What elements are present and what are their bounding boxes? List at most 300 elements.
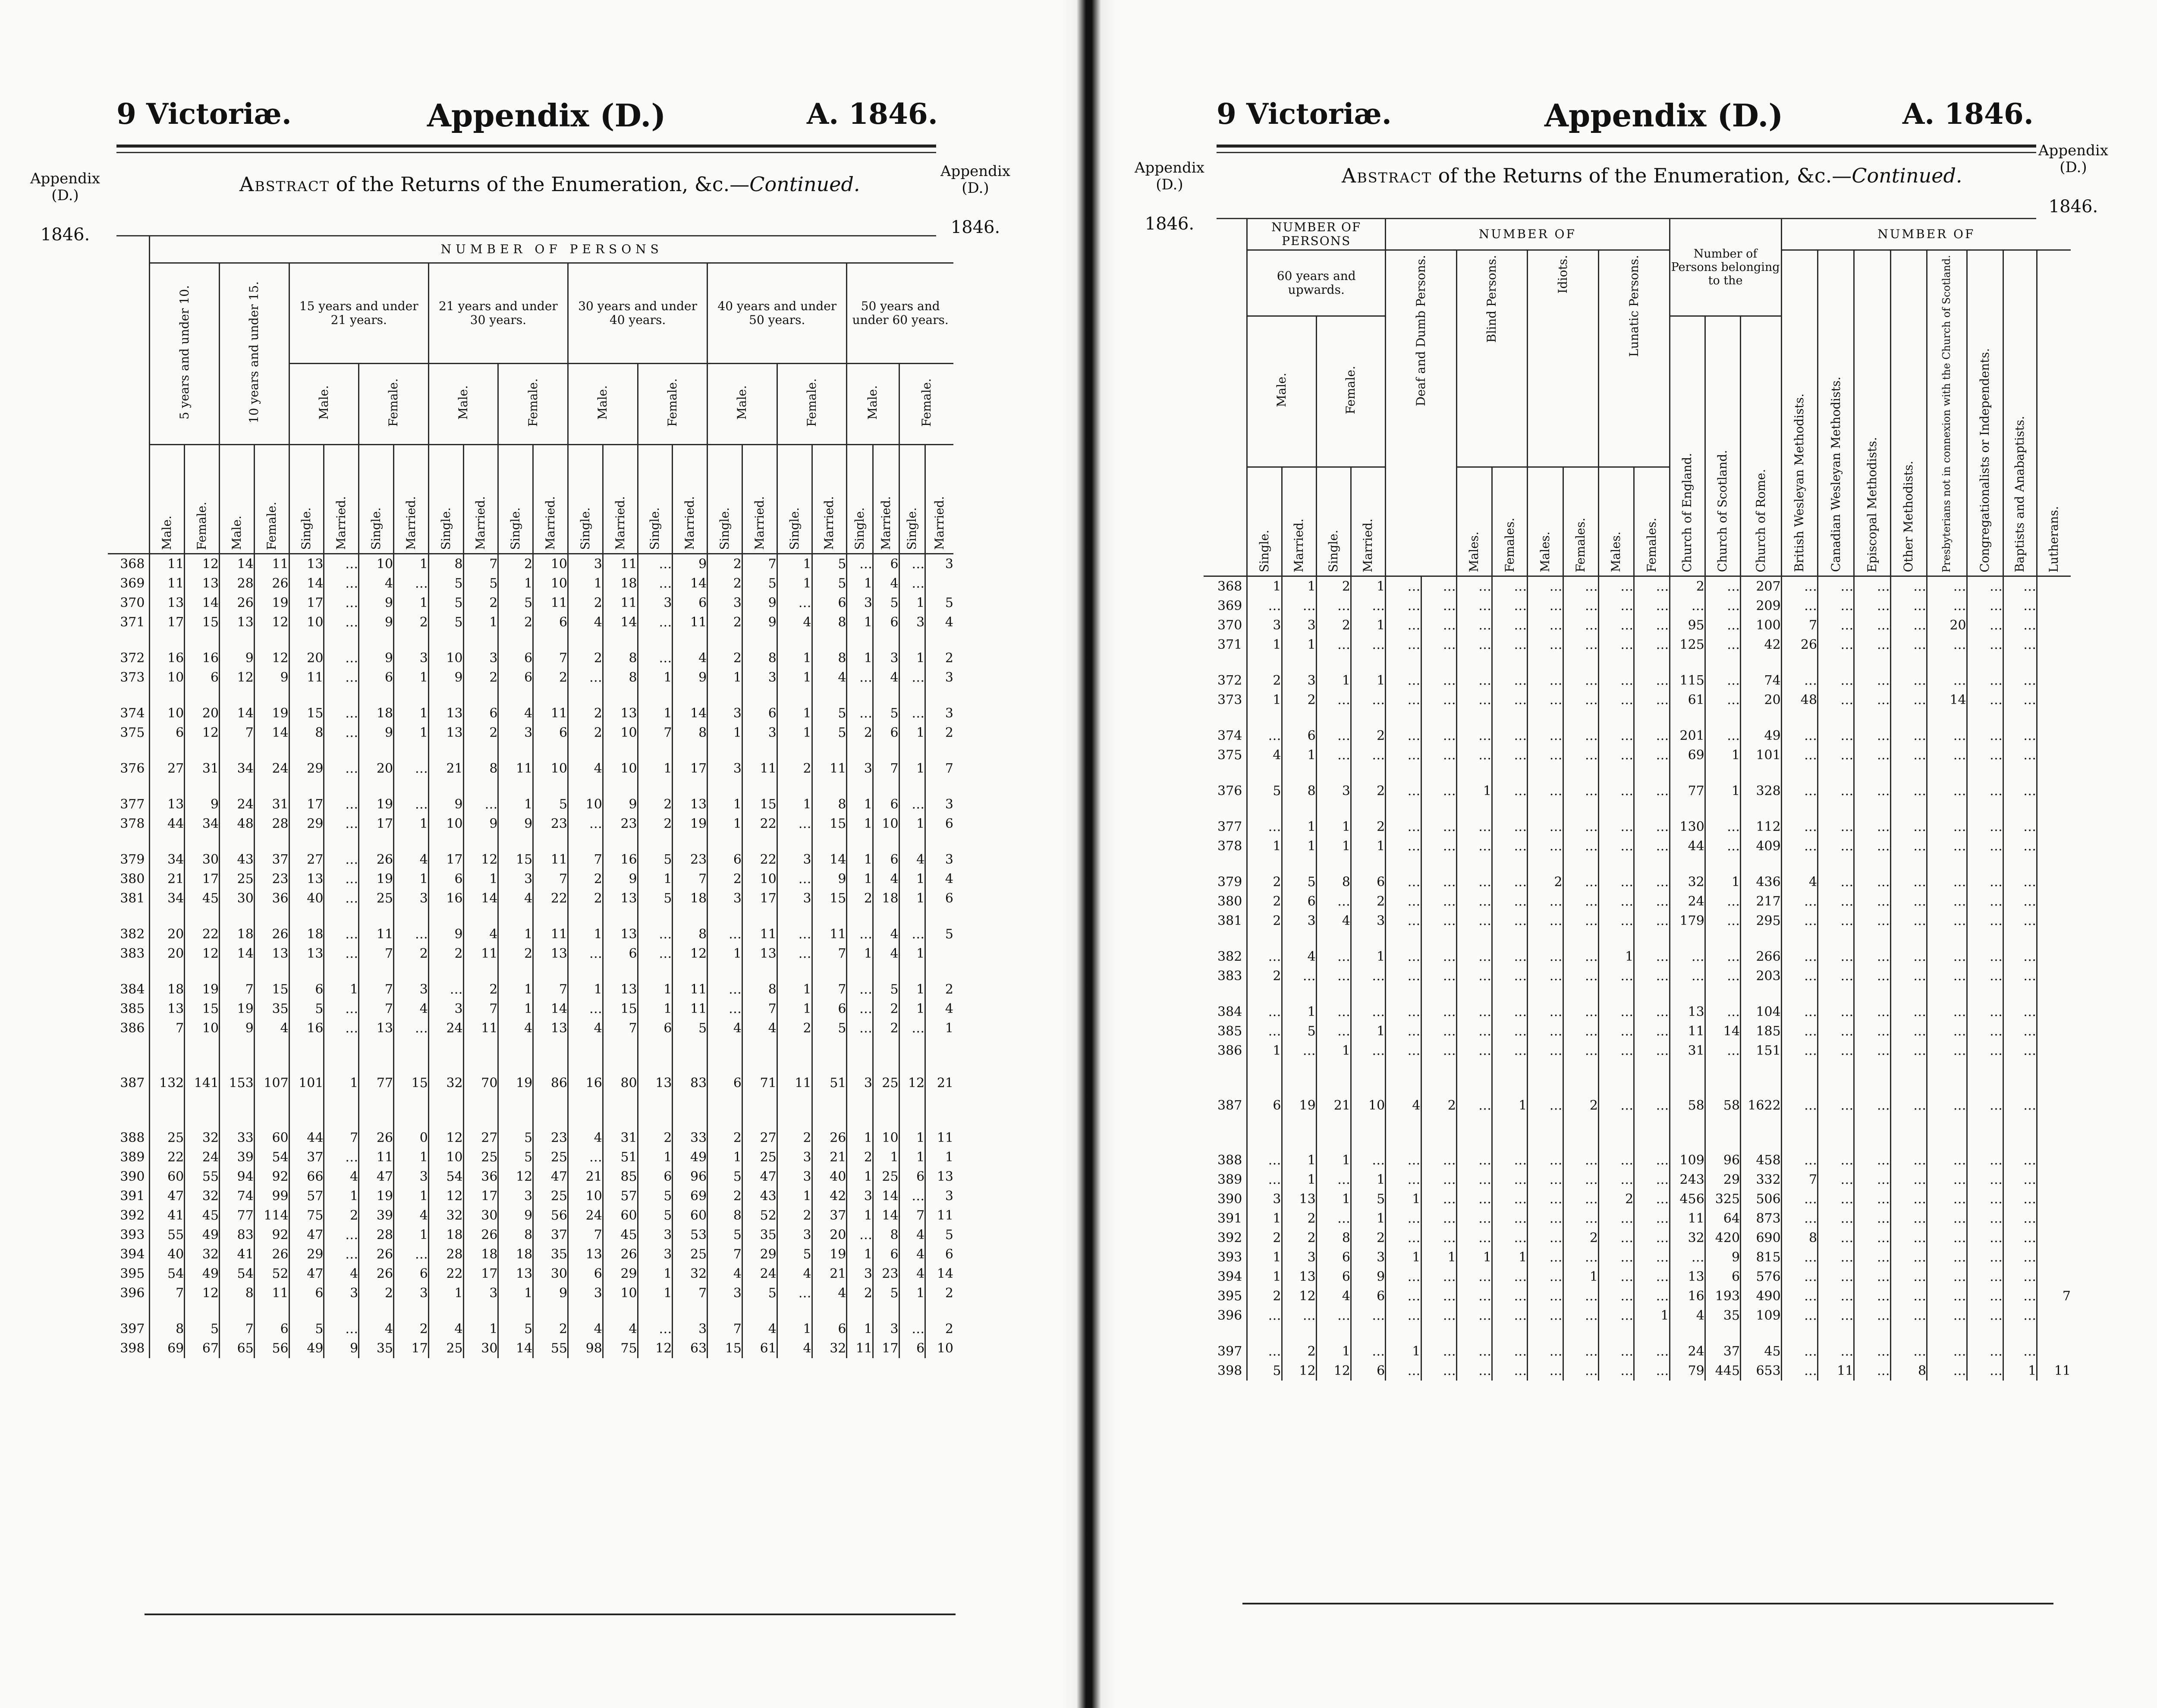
table-row bbox=[1204, 781, 2071, 801]
table-cell: 5 bbox=[185, 1319, 220, 1339]
table-cell bbox=[2037, 1002, 2071, 1022]
table-cell: … bbox=[1854, 1002, 1890, 1022]
table-cell: 436 bbox=[1741, 872, 1782, 892]
table-cell: … bbox=[1927, 911, 1967, 931]
table-cell: … bbox=[2003, 671, 2037, 690]
table-cell: 11 bbox=[673, 980, 707, 999]
table-cell: … bbox=[1634, 1342, 1670, 1361]
table-cell: … bbox=[1927, 1170, 1967, 1189]
table-cell: 7 bbox=[324, 1128, 359, 1148]
table-cell: … bbox=[1492, 872, 1528, 892]
table-cell: 77 bbox=[220, 1206, 255, 1225]
table-cell: … bbox=[1528, 1022, 1563, 1041]
table-cell: 1 bbox=[847, 1167, 873, 1186]
table-cell: 49 bbox=[673, 1148, 707, 1167]
table-cell: … bbox=[2003, 1306, 2037, 1325]
table-cell: … bbox=[2003, 947, 2037, 966]
table-cell: … bbox=[1781, 1151, 1817, 1170]
table-cell: 490 bbox=[1741, 1287, 1782, 1306]
table-cell: 13 bbox=[289, 869, 324, 889]
table-cell: 9 bbox=[603, 795, 638, 814]
table-row bbox=[108, 814, 953, 834]
table-row bbox=[1204, 671, 2071, 690]
row-number: 398 bbox=[1217, 1363, 1242, 1378]
table-cell bbox=[2037, 947, 2071, 966]
table-cell: 7 bbox=[925, 759, 953, 778]
table-cell: … bbox=[1927, 1096, 1967, 1115]
table-cell: 2 bbox=[498, 554, 533, 574]
table-cell: 6 bbox=[1351, 1361, 1385, 1381]
table-cell: … bbox=[1967, 1151, 2003, 1170]
running-head-center: Appendix (D.) bbox=[1544, 97, 1783, 134]
table-cell: 42 bbox=[1741, 635, 1782, 654]
table-cell: 13 bbox=[289, 554, 324, 574]
table-cell: 7 bbox=[150, 1019, 185, 1038]
table-cell: … bbox=[1456, 966, 1492, 986]
table-cell: … bbox=[1854, 1287, 1890, 1306]
table-cell: 35 bbox=[359, 1339, 394, 1358]
table-cell: … bbox=[1634, 872, 1670, 892]
table-cell: … bbox=[463, 795, 498, 814]
table-cell: … bbox=[777, 869, 812, 889]
table-row bbox=[1204, 1002, 2071, 1022]
table-cell: … bbox=[1634, 1228, 1670, 1248]
table-cell: … bbox=[1528, 1002, 1563, 1022]
table-cell: … bbox=[1705, 671, 1740, 690]
table-cell: … bbox=[1890, 596, 1927, 616]
right-page bbox=[1117, 0, 2157, 1708]
single-heading: Single. bbox=[847, 445, 873, 554]
table-cell: 2 bbox=[463, 593, 498, 613]
table-cell: … bbox=[1890, 616, 1927, 635]
table-cell: … bbox=[1705, 1002, 1740, 1022]
table-cell: 1 bbox=[394, 704, 429, 723]
table-cell: … bbox=[1528, 616, 1563, 635]
table-cell: 39 bbox=[220, 1148, 255, 1167]
table-cell: … bbox=[1598, 1342, 1634, 1361]
table-cell: 34 bbox=[150, 889, 185, 908]
table-cell: … bbox=[1456, 745, 1492, 765]
table-cell: 35 bbox=[533, 1245, 568, 1264]
table-cell: 4 bbox=[394, 999, 429, 1019]
table-cell: 54 bbox=[220, 1264, 255, 1283]
table-cell: 1 bbox=[777, 648, 812, 668]
table-cell: … bbox=[324, 869, 359, 889]
table-cell: … bbox=[1854, 671, 1890, 690]
table-cell: … bbox=[1818, 1209, 1854, 1228]
row-spacer bbox=[1204, 1060, 2071, 1096]
table-cell: 1 bbox=[1386, 1342, 1421, 1361]
table-row bbox=[108, 1167, 953, 1186]
table-cell: … bbox=[1247, 1151, 1282, 1170]
table-cell: … bbox=[1967, 1342, 2003, 1361]
table-cell: 13 bbox=[150, 999, 185, 1019]
table-cell: 27 bbox=[150, 759, 185, 778]
table-cell: … bbox=[1890, 671, 1927, 690]
table-cell: 94 bbox=[220, 1167, 255, 1186]
table-cell: 25 bbox=[463, 1148, 498, 1167]
table-cell: 1 bbox=[394, 869, 429, 889]
table-cell: 6 bbox=[533, 613, 568, 632]
table-cell: 1 bbox=[1282, 635, 1316, 654]
table-cell: 1 bbox=[1386, 1248, 1421, 1267]
table-cell: … bbox=[847, 1225, 873, 1245]
table-cell: 47 bbox=[359, 1167, 394, 1186]
table-cell: 45 bbox=[185, 1206, 220, 1225]
male-heading: Male. bbox=[289, 364, 359, 445]
table-cell bbox=[2037, 1189, 2071, 1209]
table-cell: … bbox=[1456, 1342, 1492, 1361]
table-cell: … bbox=[847, 999, 873, 1019]
table-cell: 7 bbox=[359, 944, 394, 963]
table-row bbox=[1204, 947, 2071, 966]
table-cell: … bbox=[1927, 966, 1967, 986]
table-cell bbox=[925, 574, 953, 593]
table-cell: 1 bbox=[463, 869, 498, 889]
table-cell: … bbox=[2003, 1189, 2037, 1209]
table-cell: … bbox=[1705, 947, 1740, 966]
abstract-title bbox=[1342, 164, 1962, 187]
table-cell: … bbox=[1528, 1189, 1563, 1209]
table-cell: 27 bbox=[742, 1128, 777, 1148]
table-cell: 141 bbox=[185, 1073, 220, 1093]
table-cell: … bbox=[1818, 1096, 1854, 1115]
table-cell: 15 bbox=[812, 814, 847, 834]
table-cell: 8 bbox=[812, 648, 847, 668]
table-cell: 1 bbox=[777, 668, 812, 687]
table-cell: … bbox=[1890, 947, 1927, 966]
table-cell: 6 bbox=[1351, 872, 1385, 892]
table-row bbox=[108, 759, 953, 778]
table-cell: 11 bbox=[498, 759, 533, 778]
table-cell: 5 bbox=[812, 554, 847, 574]
table-row bbox=[1204, 1342, 2071, 1361]
table-cell: … bbox=[1967, 745, 2003, 765]
table-cell: … bbox=[1528, 576, 1563, 596]
table-cell: 7 bbox=[533, 980, 568, 999]
row-number: 385 bbox=[120, 1001, 145, 1016]
table-cell: 15 bbox=[254, 980, 289, 999]
table-cell: 3 bbox=[899, 613, 925, 632]
table-cell: … bbox=[1386, 576, 1421, 596]
table-row bbox=[1204, 892, 2071, 911]
married-heading: Married. bbox=[394, 445, 429, 554]
married-heading: Married. bbox=[324, 445, 359, 554]
table-cell: 3 bbox=[638, 1245, 673, 1264]
table-cell: … bbox=[1967, 635, 2003, 654]
side-note-label: Appendix (D.) bbox=[30, 170, 100, 204]
table-cell bbox=[2037, 966, 2071, 986]
table-cell: … bbox=[1781, 1287, 1817, 1306]
table-cell: … bbox=[1528, 817, 1563, 837]
single-heading: Single. bbox=[1247, 467, 1282, 576]
table-cell: … bbox=[568, 999, 603, 1019]
table-row bbox=[1204, 745, 2071, 765]
table-cell: 18 bbox=[150, 980, 185, 999]
row-number: 368 bbox=[120, 557, 145, 572]
row-spacer bbox=[108, 742, 953, 759]
table-cell: 9 bbox=[324, 1339, 359, 1358]
table-cell: 10 bbox=[568, 1186, 603, 1206]
header-rule bbox=[116, 145, 936, 148]
table-cell: 1 bbox=[1316, 817, 1351, 837]
table-cell: 5 bbox=[638, 889, 673, 908]
table-cell: … bbox=[1492, 635, 1528, 654]
table-cell: … bbox=[1528, 1209, 1563, 1228]
table-cell: 13 bbox=[533, 944, 568, 963]
table-cell: 506 bbox=[1741, 1189, 1782, 1209]
table-cell: … bbox=[2003, 576, 2037, 596]
table-cell: 13 bbox=[603, 925, 638, 944]
table-cell: … bbox=[1351, 1306, 1385, 1325]
table-cell: … bbox=[1316, 596, 1351, 616]
table-cell: 9 bbox=[742, 593, 777, 613]
table-cell: 4 bbox=[812, 668, 847, 687]
table-cell: 1 bbox=[1705, 781, 1740, 801]
single-heading: Single. bbox=[638, 445, 673, 554]
table-cell bbox=[2037, 1170, 2071, 1189]
table-cell: 32 bbox=[673, 1264, 707, 1283]
table-cell: 1 bbox=[873, 1148, 899, 1167]
table-cell: 1 bbox=[1351, 671, 1385, 690]
table-cell: … bbox=[1421, 1041, 1456, 1060]
table-cell: 6 bbox=[254, 1319, 289, 1339]
table-cell: 2 bbox=[1421, 1096, 1456, 1115]
table-cell: … bbox=[1854, 1151, 1890, 1170]
table-cell: … bbox=[324, 574, 359, 593]
table-cell: 6 bbox=[289, 1283, 324, 1303]
table-cell: 1 bbox=[777, 574, 812, 593]
table-cell: … bbox=[1598, 616, 1634, 635]
table-cell: … bbox=[1563, 872, 1598, 892]
table-cell: … bbox=[2003, 1228, 2037, 1248]
table-cell: … bbox=[1634, 966, 1670, 986]
table-cell: 79 bbox=[1670, 1361, 1705, 1381]
table-cell: … bbox=[1563, 671, 1598, 690]
table-cell: 243 bbox=[1670, 1170, 1705, 1189]
table-cell: 60 bbox=[673, 1206, 707, 1225]
denom-british-wesleyan: British Wesleyan Methodists. bbox=[1781, 250, 1817, 576]
table-cell bbox=[2037, 1151, 2071, 1170]
table-cell: … bbox=[1282, 1306, 1316, 1325]
table-cell: 8 bbox=[428, 554, 463, 574]
row-number: 396 bbox=[1217, 1308, 1242, 1323]
table-cell: 2 bbox=[638, 795, 673, 814]
table-cell: … bbox=[1890, 1228, 1927, 1248]
table-cell: 1 bbox=[1247, 576, 1282, 596]
table-cell: 4 bbox=[254, 1019, 289, 1038]
table-cell: 6 bbox=[638, 1167, 673, 1186]
table-cell: 4 bbox=[359, 1319, 394, 1339]
table-cell: … bbox=[1282, 1041, 1316, 1060]
table-cell: … bbox=[1634, 1189, 1670, 1209]
table-cell: 1 bbox=[777, 795, 812, 814]
table-cell: … bbox=[1967, 837, 2003, 856]
abstract-title bbox=[239, 173, 860, 196]
table-cell: … bbox=[1351, 966, 1385, 986]
table-cell: 12 bbox=[428, 1186, 463, 1206]
table-cell: 98 bbox=[568, 1339, 603, 1358]
table-cell: 5 bbox=[1282, 1022, 1316, 1041]
table-cell: 2 bbox=[873, 999, 899, 1019]
table-cell: … bbox=[568, 668, 603, 687]
row-spacer bbox=[1204, 801, 2071, 817]
table-row bbox=[1204, 1041, 2071, 1060]
table-cell: 32 bbox=[1670, 872, 1705, 892]
table-cell bbox=[2037, 596, 2071, 616]
table-cell: 2 bbox=[777, 1019, 812, 1038]
table-cell: 9 bbox=[185, 795, 220, 814]
table-cell: … bbox=[1563, 947, 1598, 966]
married-heading: Married. bbox=[812, 445, 847, 554]
table-cell: 7 bbox=[742, 999, 777, 1019]
table-cell: 15 bbox=[185, 999, 220, 1019]
table-cell: 5 bbox=[777, 1245, 812, 1264]
table-cell: 7 bbox=[533, 869, 568, 889]
table-cell: 409 bbox=[1741, 837, 1782, 856]
table-cell: … bbox=[1316, 726, 1351, 745]
table-cell: 193 bbox=[1705, 1287, 1740, 1306]
table-cell: … bbox=[394, 925, 429, 944]
table-cell: … bbox=[1967, 596, 2003, 616]
table-cell: 3 bbox=[707, 593, 742, 613]
table-cell: 3 bbox=[394, 1167, 429, 1186]
row-number: 373 bbox=[1217, 692, 1242, 708]
table-cell: 23 bbox=[673, 850, 707, 869]
table-cell: 132 bbox=[150, 1073, 185, 1093]
table-cell: 7 bbox=[873, 759, 899, 778]
table-cell: … bbox=[1598, 1002, 1634, 1022]
table-cell: 109 bbox=[1741, 1306, 1782, 1325]
table-cell: 7 bbox=[220, 723, 255, 742]
table-cell: 2 bbox=[1316, 576, 1351, 596]
table-cell: … bbox=[324, 613, 359, 632]
table-cell: 2 bbox=[498, 613, 533, 632]
side-note-label: Appendix (D.) bbox=[940, 163, 1010, 197]
table-row bbox=[1204, 1189, 2071, 1209]
table-cell: 2 bbox=[1282, 1342, 1316, 1361]
table-cell: … bbox=[1705, 576, 1740, 596]
table-cell: … bbox=[1316, 1170, 1351, 1189]
table-cell: … bbox=[1854, 872, 1890, 892]
table-cell: 63 bbox=[673, 1339, 707, 1358]
table-cell: … bbox=[2003, 911, 2037, 931]
row-number: 387 bbox=[120, 1076, 145, 1091]
table-cell: … bbox=[899, 704, 925, 723]
table-cell: 18 bbox=[428, 1225, 463, 1245]
table-cell: … bbox=[1598, 1306, 1634, 1325]
table-cell: … bbox=[1781, 947, 1817, 966]
table-cell: 1 bbox=[1492, 1248, 1528, 1267]
table-cell: 8 bbox=[707, 1206, 742, 1225]
table-cell: 99 bbox=[254, 1186, 289, 1206]
row-number: 377 bbox=[120, 797, 145, 812]
table-cell: … bbox=[1316, 690, 1351, 710]
table-cell: … bbox=[899, 574, 925, 593]
table-cell: 7 bbox=[707, 1245, 742, 1264]
table-cell: 1 bbox=[394, 668, 429, 687]
table-cell: … bbox=[324, 668, 359, 687]
table-cell: 6 bbox=[498, 668, 533, 687]
table-cell: … bbox=[1598, 911, 1634, 931]
table-cell: 17 bbox=[289, 795, 324, 814]
table-row bbox=[108, 1019, 953, 1038]
table-cell: 4 bbox=[359, 574, 394, 593]
table-cell: 2 bbox=[1598, 1189, 1634, 1209]
table-cell: 29 bbox=[289, 1245, 324, 1264]
table-cell: … bbox=[2003, 1151, 2037, 1170]
table-cell: 3 bbox=[1247, 616, 1282, 635]
table-cell: 6 bbox=[1316, 1267, 1351, 1287]
table-cell: 65 bbox=[220, 1339, 255, 1358]
table-cell: … bbox=[1781, 1022, 1817, 1041]
table-cell: … bbox=[1967, 1041, 2003, 1060]
table-cell: 7 bbox=[463, 999, 498, 1019]
table-cell: … bbox=[1528, 726, 1563, 745]
table-cell: 6 bbox=[873, 723, 899, 742]
table-row bbox=[1204, 1170, 2071, 1189]
table-cell: 12 bbox=[254, 613, 289, 632]
table-cell: … bbox=[1854, 966, 1890, 986]
table-cell: … bbox=[1563, 576, 1598, 596]
male-column-heading: Male. bbox=[150, 445, 185, 554]
table-cell: 6 bbox=[603, 944, 638, 963]
table-cell: 26 bbox=[463, 1225, 498, 1245]
table-cell: … bbox=[1421, 726, 1456, 745]
table-cell: … bbox=[1818, 1189, 1854, 1209]
row-spacer bbox=[1204, 931, 2071, 947]
table-cell: 26 bbox=[812, 1128, 847, 1148]
table-cell: 6 bbox=[428, 869, 463, 889]
table-cell bbox=[2037, 576, 2071, 596]
table-cell: … bbox=[1421, 817, 1456, 837]
table-cell: … bbox=[1492, 1287, 1528, 1306]
table-cell: … bbox=[1634, 1022, 1670, 1041]
table-cell: … bbox=[1456, 1022, 1492, 1041]
table-cell: … bbox=[1927, 635, 1967, 654]
table-cell: 1 bbox=[498, 795, 533, 814]
table-cell: … bbox=[1854, 1228, 1890, 1248]
side-note-year: 1846. bbox=[950, 217, 1000, 238]
table-cell: 1 bbox=[1386, 1189, 1421, 1209]
table-cell: 13 bbox=[498, 1264, 533, 1283]
table-cell: 12 bbox=[673, 944, 707, 963]
table-cell: … bbox=[1351, 1342, 1385, 1361]
table-cell: 12 bbox=[463, 850, 498, 869]
table-cell: 8 bbox=[498, 1225, 533, 1245]
table-cell: 5 bbox=[498, 593, 533, 613]
table-cell: 179 bbox=[1670, 911, 1705, 931]
table-cell: … bbox=[2003, 1041, 2037, 1060]
table-cell: 1 bbox=[1492, 1096, 1528, 1115]
table-cell: 4 bbox=[568, 613, 603, 632]
table-cell: 4 bbox=[463, 925, 498, 944]
table-cell: 3 bbox=[777, 1225, 812, 1245]
table-cell: … bbox=[1634, 947, 1670, 966]
church-england-heading: Church of England. bbox=[1670, 316, 1705, 576]
table-cell: 7 bbox=[220, 980, 255, 999]
table-row bbox=[108, 593, 953, 613]
table-cell: … bbox=[1386, 911, 1421, 931]
table-cell: 51 bbox=[603, 1148, 638, 1167]
table-cell: … bbox=[394, 1245, 429, 1264]
row-number: 388 bbox=[120, 1130, 145, 1145]
table-cell: … bbox=[1492, 781, 1528, 801]
table-cell: 8 bbox=[1781, 1228, 1817, 1248]
table-cell: … bbox=[324, 944, 359, 963]
table-cell: 7 bbox=[568, 1225, 603, 1245]
table-cell: … bbox=[1890, 690, 1927, 710]
